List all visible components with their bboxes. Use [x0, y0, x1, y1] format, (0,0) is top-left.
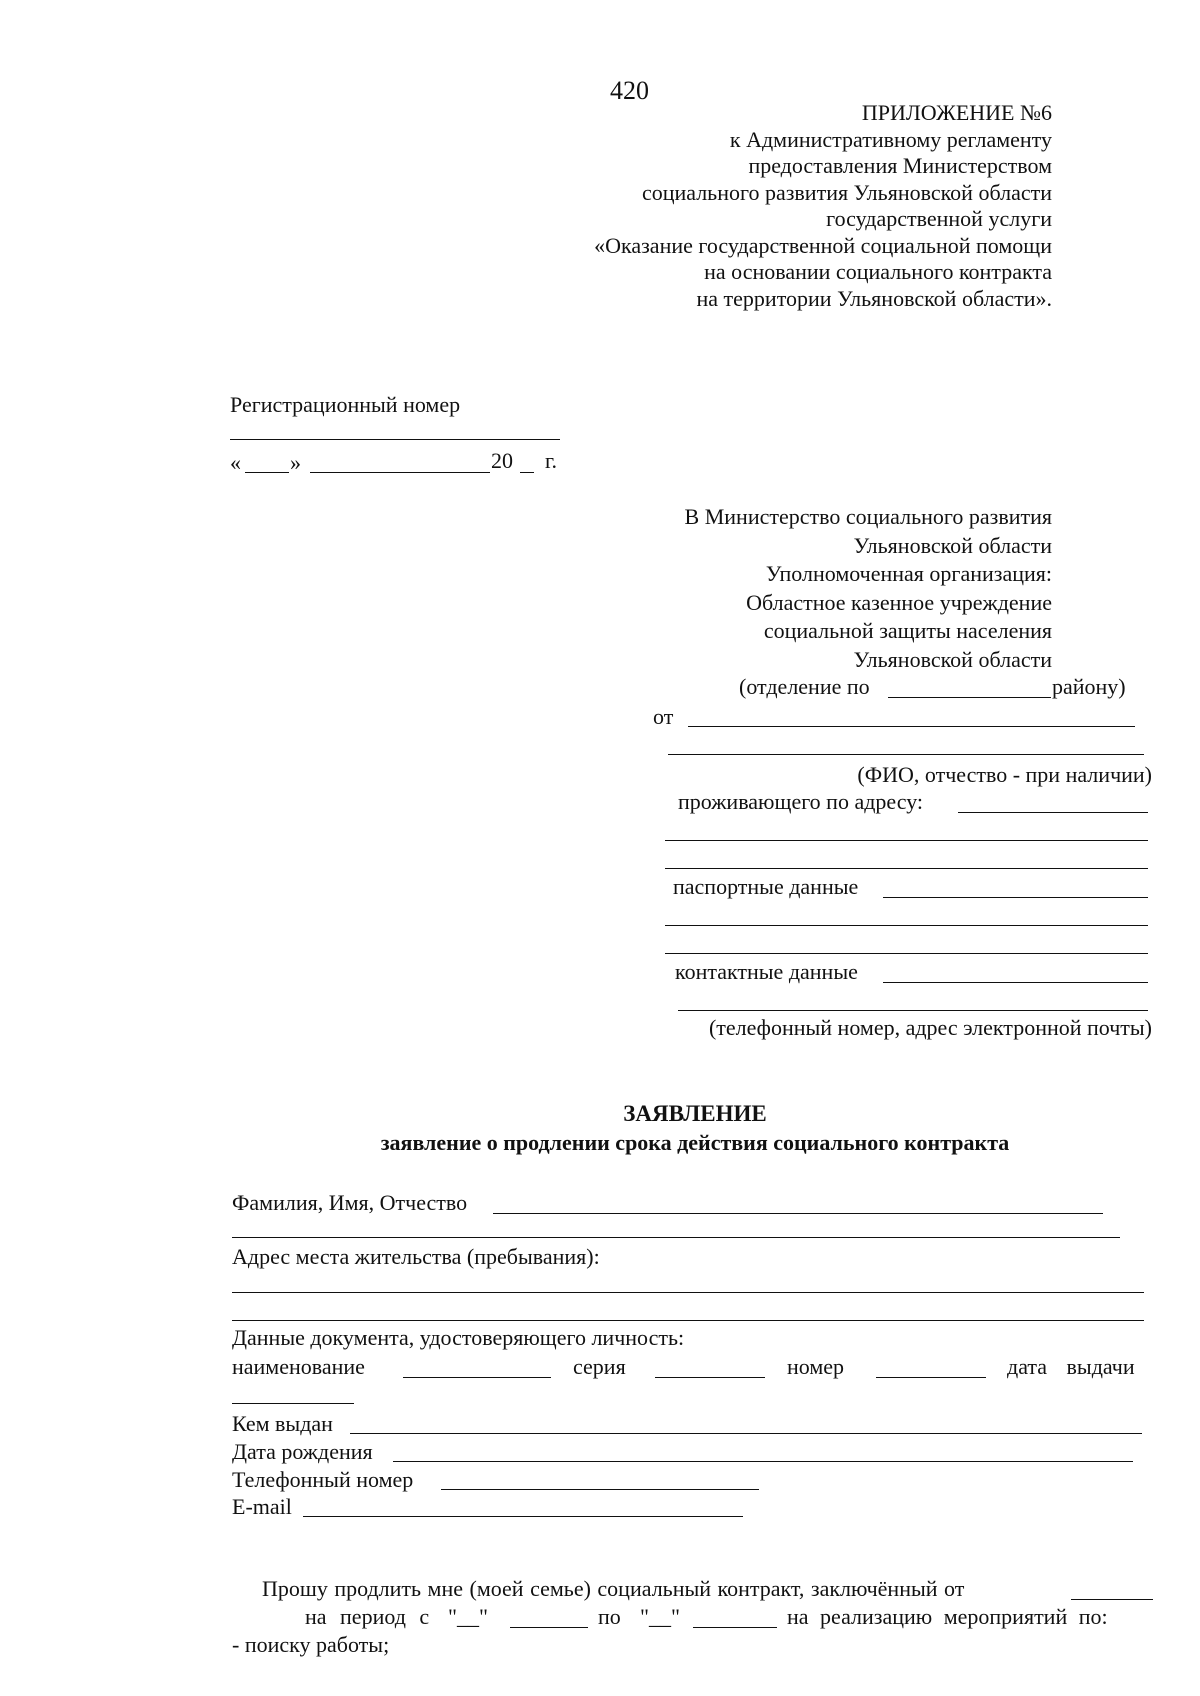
fio-hint: (ФИО, отчество - при наличии) — [857, 762, 1152, 787]
request-date-line[interactable] — [1071, 1599, 1153, 1600]
id-number-label: номер — [787, 1354, 845, 1379]
appendix-line: социального развития Ульяновской области — [641, 179, 1052, 205]
phone-line[interactable] — [441, 1489, 759, 1490]
passport-line-2[interactable] — [665, 925, 1148, 926]
address-line-3[interactable] — [665, 868, 1148, 869]
appendix-line: к Административному регламенту — [729, 126, 1052, 152]
document-title: ЗАЯВЛЕНИЕ — [623, 1101, 767, 1126]
request-item-1: - поиску работы; — [232, 1632, 390, 1657]
issued-by-line[interactable] — [350, 1433, 1142, 1434]
addressee-line: Уполномоченная организация: — [765, 561, 1052, 586]
registration-open-quote: « — [230, 450, 241, 475]
appendix-line: на территории Ульяновской области». — [696, 285, 1052, 311]
appendix-line: «Оказание государственной социальной помощи — [594, 232, 1052, 258]
passport-label: паспортные данные — [673, 874, 859, 899]
period-to-day: "__" — [640, 1604, 680, 1629]
registration-label: Регистрационный номер — [230, 392, 461, 417]
from-label: от — [653, 704, 674, 729]
department-line[interactable] — [888, 697, 1051, 698]
appendix-title: ПРИЛОЖЕНИЕ №6 — [861, 100, 1052, 125]
id-issue-date-label: дата выдачи — [1007, 1354, 1135, 1379]
id-series-line[interactable] — [655, 1377, 765, 1378]
id-number-line[interactable] — [876, 1377, 986, 1378]
fio-line-2[interactable] — [232, 1237, 1120, 1238]
appendix-line: государственной услуги — [826, 206, 1052, 231]
birth-date-label: Дата рождения — [232, 1439, 373, 1464]
id-name-line[interactable] — [403, 1377, 551, 1378]
registration-year-suffix: г. — [545, 448, 558, 473]
birth-date-line[interactable] — [393, 1461, 1133, 1462]
appendix-block — [594, 100, 1052, 312]
id-document-label: Данные документа, удостоверяющего личность: — [232, 1325, 685, 1350]
appendix-line: на основании социального контракта — [704, 259, 1052, 284]
request-line-1: Прошу продлить мне (моей семье) социальный контракт, заключённый от — [262, 1576, 965, 1601]
residence-line-1[interactable] — [232, 1292, 1144, 1293]
registration-day-line[interactable] — [245, 472, 289, 473]
period-to-month-line[interactable] — [693, 1627, 777, 1628]
contacts-line-1[interactable] — [883, 982, 1148, 983]
email-line[interactable] — [303, 1516, 743, 1517]
page-number: 420 — [610, 76, 649, 105]
contacts-hint: (телефонный номер, адрес электронной почты) — [708, 1015, 1152, 1040]
department-suffix: району) — [1052, 674, 1126, 699]
period-from-day: "__" — [448, 1604, 488, 1629]
addressee-line: Ульяновской области — [853, 532, 1052, 558]
id-name-label: наименование — [232, 1354, 365, 1379]
from-line-1[interactable] — [688, 726, 1135, 727]
registration-year-prefix: 20 — [491, 448, 513, 473]
fio-line-1[interactable] — [493, 1213, 1103, 1214]
fio-label: Фамилия, Имя, Отчество — [232, 1190, 468, 1215]
registration-year-line[interactable] — [520, 472, 534, 473]
registration-month-line[interactable] — [310, 472, 490, 473]
address-line-2[interactable] — [665, 840, 1148, 841]
period-prefix: на период с — [305, 1604, 430, 1629]
addressee-line: В Министерство социального развития — [684, 504, 1052, 529]
appendix-line: предоставления Министерством — [748, 153, 1052, 178]
contacts-line-2[interactable] — [678, 1010, 1148, 1011]
passport-line-3[interactable] — [665, 953, 1148, 954]
period-to-label: по — [598, 1604, 621, 1629]
address-line-1[interactable] — [958, 812, 1148, 813]
registration-number-line[interactable] — [230, 439, 560, 440]
passport-line-1[interactable] — [883, 897, 1148, 898]
id-series-label: серия — [573, 1354, 626, 1379]
purpose-label: на реализацию мероприятий по: — [787, 1604, 1108, 1629]
phone-label: Телефонный номер — [232, 1467, 414, 1492]
contacts-label: контактные данные — [675, 959, 858, 984]
addressee-line: Ульяновской области — [853, 646, 1052, 672]
id-issue-date-line[interactable] — [232, 1403, 354, 1404]
email-label: E-mail — [232, 1494, 292, 1519]
registration-close-quote: » — [290, 450, 301, 475]
residence-address-label: Адрес места жительства (пребывания): — [232, 1244, 600, 1269]
address-label: проживающего по адресу: — [678, 789, 924, 814]
residence-line-2[interactable] — [232, 1320, 1144, 1321]
addressee-line: Областное казенное учреждение — [746, 589, 1052, 615]
addressee-line: социальной защиты населения — [763, 618, 1052, 643]
department-prefix: (отделение по — [739, 674, 870, 699]
issued-by-label: Кем выдан — [232, 1411, 333, 1436]
from-line-2[interactable] — [668, 754, 1144, 755]
period-from-month-line[interactable] — [510, 1627, 588, 1628]
addressee-block — [685, 503, 1052, 674]
document-subtitle: заявление о продлении срока действия социального контракта — [380, 1130, 1010, 1155]
